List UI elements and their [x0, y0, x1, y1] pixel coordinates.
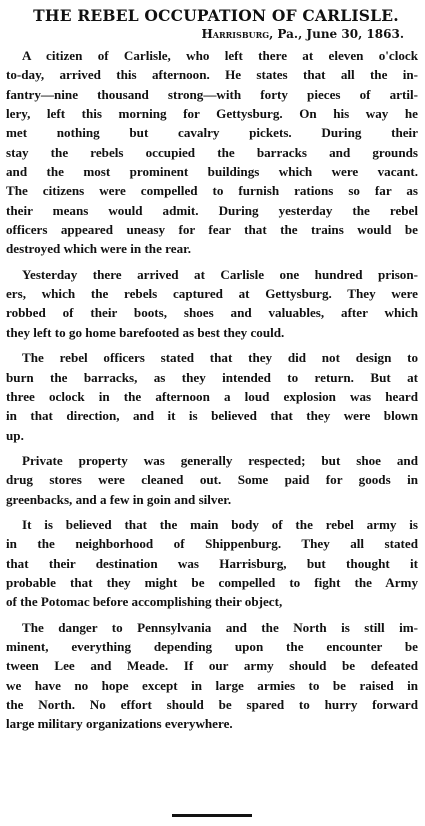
paragraph-line: burn the barracks, as they intended to return. But at [6, 369, 418, 385]
paragraph-line: officers appeared uneasy for fear that the trains would be [6, 222, 418, 238]
paragraph-line: fantry—nine thousand strong—with forty pieces of artil- [6, 86, 418, 102]
paragraph-line: minent, everything depending upon the encounter be [6, 638, 418, 654]
article-paragraph [6, 515, 418, 612]
paragraph-line: A citizen of Carlisle, who left there at eleven o'clock [22, 48, 418, 63]
article-dateline [6, 26, 404, 42]
paragraph-line: in the neighborhood of Shippenburg. They all stated [6, 536, 418, 552]
paragraph-line: It is believed that the main body of the rebel army is [22, 516, 418, 532]
article-body [6, 46, 418, 734]
closing-rule [172, 814, 252, 817]
article-headline: THE REBEL OCCUPATION OF CARLISLE. [33, 6, 399, 25]
paragraph-line: they left to go home barefooted as best they could. [6, 324, 285, 340]
article-paragraph [6, 618, 418, 734]
article-paragraph [6, 265, 418, 342]
dateline-place: Harrisburg [201, 27, 270, 41]
paragraph-line: robbed of their boots, shoes and valuables, after which [6, 305, 418, 321]
paragraph-line: The danger to Pennsylvania and the North is still im- [22, 619, 418, 635]
paragraph-line: the North. No effort should be spared to hurry forward [6, 697, 418, 712]
article-paragraph [6, 348, 418, 445]
paragraph-line: The rebel officers stated that they did not design to [22, 350, 418, 366]
paragraph-line: that their destination was Harrisburg, but thought it [6, 555, 418, 571]
paragraph-line: drug stores were cleaned out. Some paid for goods in [6, 472, 418, 488]
paragraph-line: destroyed which were in the rear. [6, 241, 191, 257]
article-paragraph [6, 46, 418, 259]
paragraph-line: greenbacks, and a few in goin and silver. [6, 491, 232, 507]
paragraph-line: Private property was generally respected; but shoe and [22, 452, 418, 468]
paragraph-line: lery, left this morning for Gettysburg. On his way he [6, 106, 418, 122]
paragraph-line: to-day, arrived this afternoon. He states that all the in- [6, 67, 418, 83]
newspaper-article [6, 6, 418, 740]
paragraph-line: Yesterday there arrived at Carlisle one hundred prison- [22, 266, 418, 282]
paragraph-line: The citizens were compelled to furnish rations so far as [6, 183, 418, 199]
paragraph-line: ers, which the rebels captured at Gettysburg. They were [6, 286, 418, 302]
paragraph-line: up. [6, 427, 24, 443]
paragraph-line: and the most prominent buildings which were vacant. [6, 164, 418, 180]
paragraph-line: met nothing but cavalry pickets. During their [6, 125, 418, 141]
paragraph-line: probable that they might be compelled to fight the Army [6, 574, 418, 590]
paragraph-line: stay the rebels occupied the barracks and grounds [6, 144, 418, 160]
paragraph-line: their means would admit. During yesterday the rebel [6, 202, 418, 218]
paragraph-line: tween Lee and Meade. If our army should be defeated [6, 658, 418, 674]
article-paragraph [6, 451, 418, 509]
paragraph-line: large military organizations everywhere. [6, 716, 233, 732]
paragraph-line: three oclock in the afternoon a loud explosion was heard [6, 388, 418, 404]
paragraph-line: in that direction, and it is believed that they were blown [6, 408, 418, 424]
dateline-date: , Pa., June 30, 1863. [269, 27, 404, 41]
paragraph-line: of the Potomac before accomplishing their object, [6, 594, 283, 610]
paragraph-line: we have no hope except in large armies to be raised in [6, 677, 418, 693]
